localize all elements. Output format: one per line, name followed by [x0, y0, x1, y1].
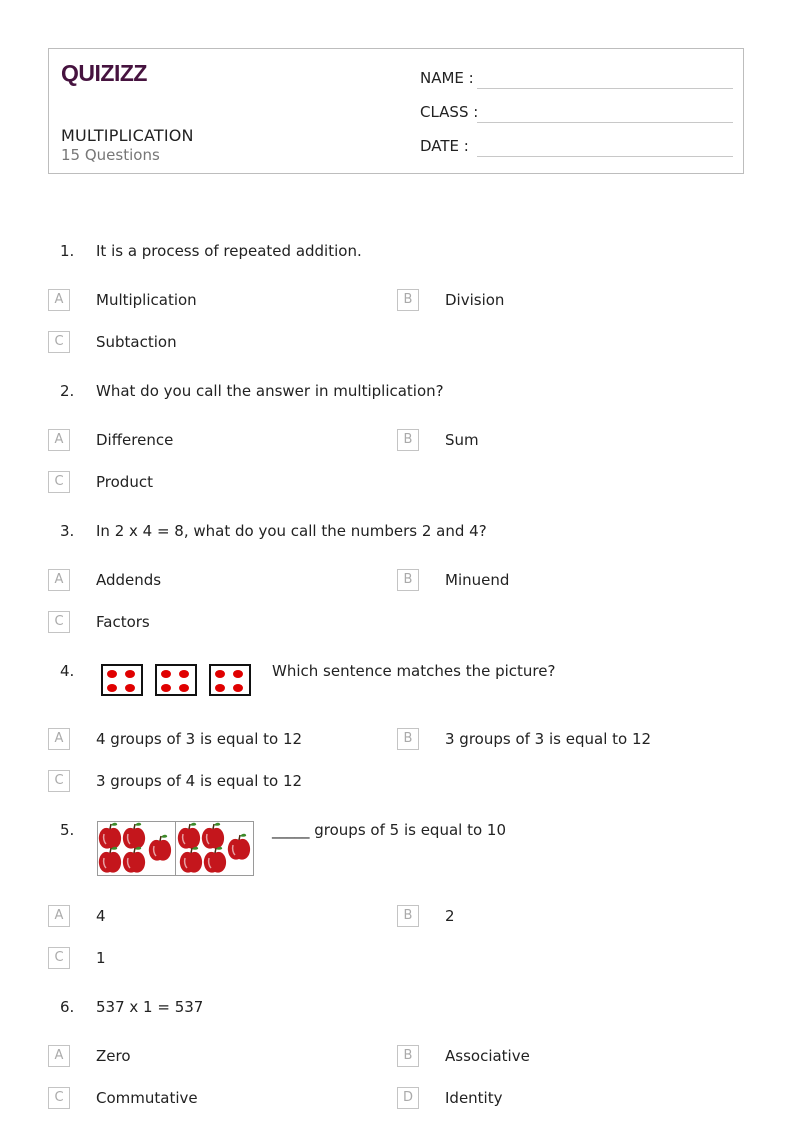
option-b-text[interactable]: Division — [445, 291, 505, 309]
option-b-text[interactable]: 2 — [445, 907, 455, 925]
question-number: 5. — [60, 821, 75, 839]
question-text: In 2 x 4 = 8, what do you call the numbers 2 and 4? — [96, 522, 487, 540]
option-c-box[interactable]: C — [48, 471, 70, 493]
option-d-text[interactable]: Identity — [445, 1089, 503, 1107]
option-b-box[interactable]: B — [397, 1045, 419, 1067]
option-c-text[interactable]: Subtaction — [96, 333, 177, 351]
question-number: 2. — [60, 382, 75, 400]
class-label: CLASS : — [420, 103, 479, 121]
name-field[interactable] — [420, 67, 733, 89]
option-a-text[interactable]: Zero — [96, 1047, 131, 1065]
option-b-text[interactable]: Minuend — [445, 571, 510, 589]
option-a-text[interactable]: Difference — [96, 431, 174, 449]
date-label: DATE : — [420, 137, 469, 155]
option-a-box[interactable]: A — [48, 1045, 70, 1067]
question-count: 15 Questions — [61, 146, 160, 164]
option-c-text[interactable]: Commutative — [96, 1089, 198, 1107]
option-a-box[interactable]: A — [48, 728, 70, 750]
question-text: It is a process of repeated addition. — [96, 242, 362, 260]
question-number: 1. — [60, 242, 75, 260]
apples-image — [97, 821, 254, 876]
option-c-box[interactable]: C — [48, 1087, 70, 1109]
option-a-box[interactable]: A — [48, 289, 70, 311]
date-field[interactable] — [420, 135, 733, 157]
option-c-box[interactable]: C — [48, 331, 70, 353]
dot-group-image — [101, 664, 143, 696]
option-b-box[interactable]: B — [397, 289, 419, 311]
option-a-text[interactable]: 4 — [96, 907, 106, 925]
option-a-box[interactable]: A — [48, 429, 70, 451]
option-b-box[interactable]: B — [397, 905, 419, 927]
option-c-text[interactable]: Factors — [96, 613, 150, 631]
question-number: 3. — [60, 522, 75, 540]
option-b-box[interactable]: B — [397, 569, 419, 591]
option-a-text[interactable]: Addends — [96, 571, 162, 589]
question-text: 537 x 1 = 537 — [96, 998, 204, 1016]
option-c-box[interactable]: C — [48, 947, 70, 969]
option-c-text[interactable]: Product — [96, 473, 153, 491]
option-b-text[interactable]: Associative — [445, 1047, 530, 1065]
name-label: NAME : — [420, 69, 474, 87]
option-b-box[interactable]: B — [397, 429, 419, 451]
option-c-box[interactable]: C — [48, 611, 70, 633]
question-text: _____ groups of 5 is equal to 10 — [272, 821, 507, 839]
question-number: 6. — [60, 998, 75, 1016]
option-b-box[interactable]: B — [397, 728, 419, 750]
option-a-box[interactable]: A — [48, 905, 70, 927]
question-text: What do you call the answer in multiplication? — [96, 382, 444, 400]
option-d-box[interactable]: D — [397, 1087, 419, 1109]
option-c-text[interactable]: 3 groups of 4 is equal to 12 — [96, 772, 303, 790]
worksheet-title: MULTIPLICATION — [61, 126, 194, 145]
name-line[interactable] — [477, 88, 733, 89]
date-line[interactable] — [477, 156, 733, 157]
worksheet-header — [48, 48, 744, 174]
question-number: 4. — [60, 662, 75, 680]
option-a-text[interactable]: 4 groups of 3 is equal to 12 — [96, 730, 303, 748]
option-b-text[interactable]: 3 groups of 3 is equal to 12 — [445, 730, 652, 748]
quizizz-logo — [61, 59, 161, 87]
option-c-box[interactable]: C — [48, 770, 70, 792]
option-a-box[interactable]: A — [48, 569, 70, 591]
option-c-text[interactable]: 1 — [96, 949, 106, 967]
option-b-text[interactable]: Sum — [445, 431, 479, 449]
question-text: Which sentence matches the picture? — [272, 662, 556, 680]
dot-group-image — [155, 664, 197, 696]
dot-group-image — [209, 664, 251, 696]
svg-text:QUIZIZZ: QUIZIZZ — [61, 60, 147, 86]
option-a-text[interactable]: Multiplication — [96, 291, 197, 309]
class-field[interactable] — [420, 101, 733, 123]
class-line[interactable] — [477, 122, 733, 123]
